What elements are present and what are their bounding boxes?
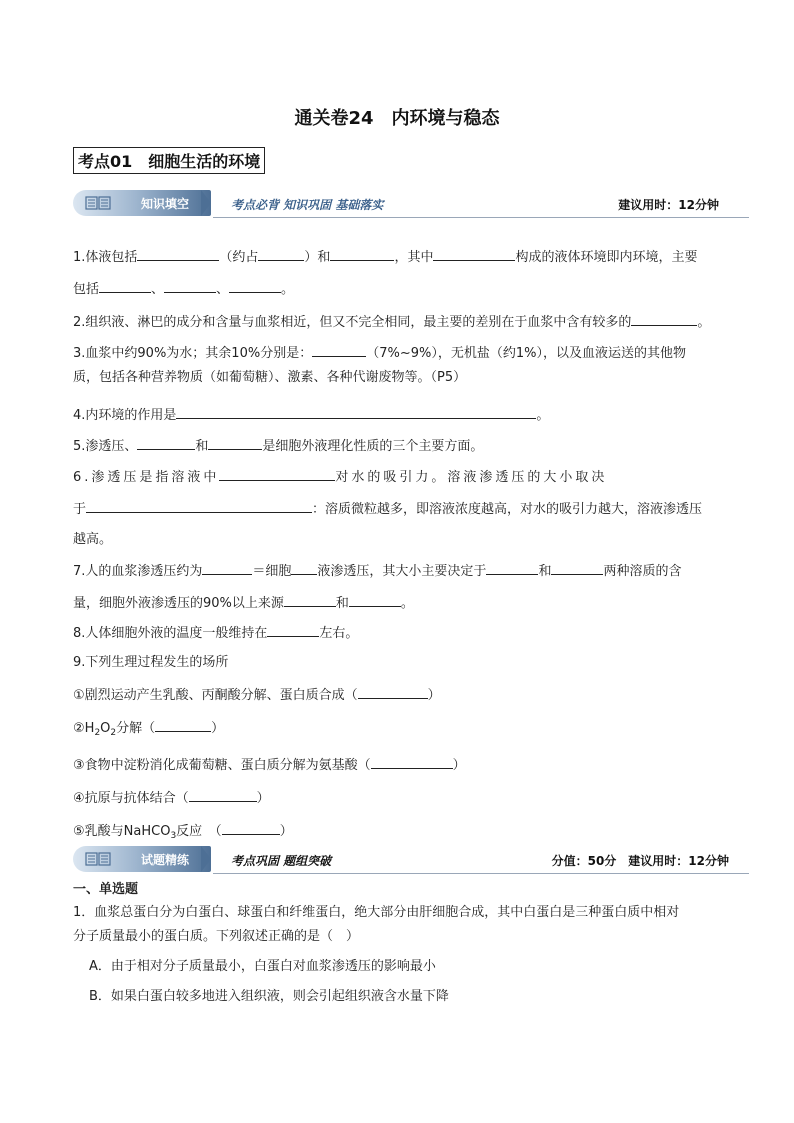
question-4: 4.内环境的作用是 。 — [73, 404, 728, 426]
banner-tab-label: 知识填空 — [141, 197, 190, 211]
page-title: 通关卷24 内环境与稳态 — [294, 108, 500, 129]
book-icon — [85, 852, 111, 866]
suggested-time: 建议用时：12分钟 — [618, 198, 719, 212]
score-and-time: 分值：50分 建议用时：12分钟 — [551, 854, 729, 868]
option-a: A．由于相对分子质量最小，白蛋白对血浆渗透压的影响最小 — [89, 959, 436, 974]
question-7: 7.人的血浆渗透压约为 ＝细胞 液渗透压，其大小主要决定于 和 两种溶质的含 量，细胞外液渗透压的90%以上来源 和 。 — [73, 560, 728, 614]
question-2: 2.组织液、淋巴的成分和含量与血浆相近，但又不完全相同，最主要的差别在于血浆中含有较多的 。 — [73, 311, 753, 333]
question-6: 6.渗透压是指溶液中 对水的吸引力。溶液渗透压的大小取决 于 ：溶质微粒越多，即溶液浓度越高，对水的吸引力越大，溶液渗透压 越高。 — [73, 466, 728, 550]
section-banner-knowledge — [73, 190, 749, 220]
mcq-1: 1．血浆总蛋白分为白蛋白、球蛋白和纤维蛋白，绝大部分由肝细胞合成，其中白蛋白是三种蛋白质中相对 分子质量最小的蛋白质。下列叙述正确的是（ ） A．由于相对分子质量最小，白蛋白对血浆渗透压的影响最小 B．如果白蛋白较多地进入组织液，则会引起组织液含水量下降 — [73, 903, 743, 1007]
question-9: 9.下列生理过程发生的场所 ①剧烈运动产生乳酸、丙酮酸分解、蛋白质合成（ ） $②H_2O_2$分解（ ） ③食物中淀粉消化成葡萄糖、蛋白质分解为氨基酸（ ） ④抗原与抗体结合（ ） ⑤乳酸与NaHCO$_3$反应 （ ） — [73, 655, 466, 841]
banner-slogan: 考点巩固 题组突破 — [231, 854, 332, 868]
section-title: 一、单选题 — [73, 882, 139, 897]
book-icon — [85, 196, 111, 210]
banner-slogan: 考点必背 知识巩固 基础落实 — [231, 198, 384, 212]
kaodian-heading: 考点01 细胞生活的环境 — [73, 147, 265, 174]
question-1: 1.体液包括 （约占 ）和 ，其中 构成的液体环境即内环境，主要 包括 、 、 。 — [73, 246, 728, 300]
question-8: 8.人体细胞外液的温度一般维持在 左右。 — [73, 622, 728, 644]
section-banner-practice — [73, 846, 749, 876]
question-3: 3.血浆中约90%为水；其余10%分别是： （7%~9%），无机盐（约1%），以及血液运送的其他物 质，包括各种营养物质（如葡萄糖）、激素、各种代谢废物等。（P5） — [73, 342, 728, 388]
question-5: 5.渗透压、 和 是细胞外液理化性质的三个主要方面。 — [73, 435, 728, 457]
banner-tab-label: 试题精练 — [141, 853, 190, 867]
option-b: B．如果白蛋白较多地进入组织液，则会引起组织液含水量下降 — [89, 989, 449, 1004]
